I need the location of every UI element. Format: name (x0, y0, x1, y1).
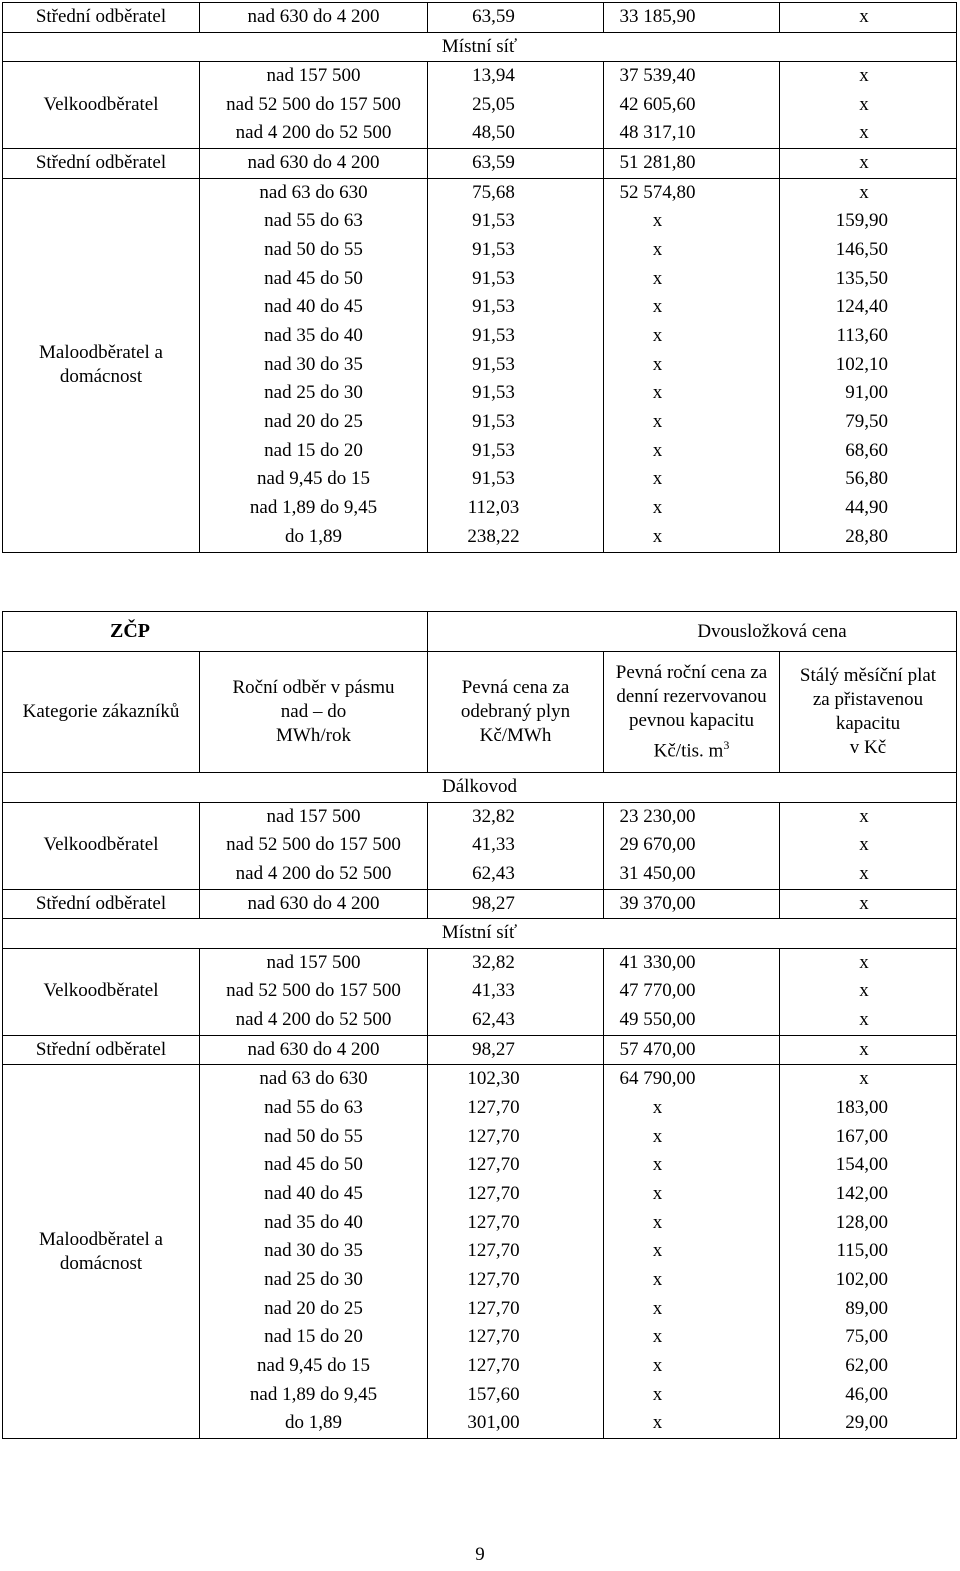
monthly-value: 62,00 (845, 1355, 888, 1376)
band-header-line: Roční odběr v pásmu (232, 677, 395, 698)
price-cell: 98,27 (428, 1035, 604, 1065)
monthly-header (780, 652, 957, 773)
capacity-value: x (652, 1240, 663, 1262)
price-value: 91,53 (472, 267, 515, 289)
two-part-price-header: Dvousložková cena (428, 612, 957, 652)
capacity-value: x (652, 296, 663, 318)
price-value: 301,00 (467, 1412, 520, 1434)
capacity-unit: Kč/tis. m (653, 740, 724, 762)
band-value: nad 63 do 630 (259, 1068, 368, 1090)
monthly-value: 89,00 (845, 1297, 888, 1319)
category-cell: Střední odběratel (3, 149, 200, 179)
capacity-value: x (652, 1355, 663, 1376)
monthly-value: 135,50 (835, 267, 888, 289)
monthly-value: x (859, 122, 869, 144)
capacity-value: x (652, 238, 663, 260)
band-value: nad 25 do 30 (264, 1268, 363, 1290)
monthly-value: x (859, 951, 869, 973)
band-value: do 1,89 (285, 1412, 342, 1434)
monthly-value: 29,00 (845, 1412, 888, 1434)
capacity-cells (604, 802, 780, 889)
price-value: 91,53 (472, 210, 515, 232)
monthly-header-line: Stálý měsíční plat (799, 665, 937, 686)
price-value: 91,53 (472, 382, 515, 404)
monthly-value: 142,00 (835, 1182, 888, 1204)
section-label: Dálkovod (3, 773, 957, 803)
band-value: nad 9,45 do 15 (257, 1355, 370, 1376)
price-value: 127,70 (467, 1125, 520, 1147)
band-header-line: MWh/rok (276, 725, 351, 746)
capacity-value: x (652, 1211, 663, 1233)
capacity-value: x (652, 1383, 663, 1405)
capacity-value: x (652, 1297, 663, 1319)
capacity-value: 64 790,00 (619, 1068, 696, 1090)
price-value: 112,03 (467, 497, 520, 519)
section-row (3, 773, 957, 803)
monthly-value: x (859, 862, 869, 884)
capacity-value: 42 605,60 (619, 93, 696, 115)
tariff-table-continued (2, 2, 957, 553)
monthly-cells (780, 178, 957, 552)
monthly-value: 56,80 (845, 468, 888, 490)
price-value: 41,33 (472, 980, 515, 1002)
monthly-value: 102,00 (835, 1268, 888, 1290)
capacity-value: 52 574,80 (619, 181, 696, 203)
capacity-value: x (652, 439, 663, 461)
capacity-value: 48 317,10 (619, 122, 696, 144)
column-header-row (3, 652, 957, 773)
capacity-header-line (604, 733, 779, 763)
band-value: nad 25 do 30 (264, 382, 363, 404)
monthly-value: 146,50 (835, 238, 888, 260)
band-value: nad 20 do 25 (264, 1297, 363, 1319)
capacity-value: 29 670,00 (619, 834, 696, 856)
capacity-value: 41 330,00 (619, 951, 696, 973)
capacity-value: x (652, 468, 663, 490)
price-value: 91,53 (472, 411, 515, 433)
capacity-value: x (652, 353, 663, 375)
monthly-value: 183,00 (835, 1096, 888, 1118)
monthly-cells (780, 62, 957, 149)
capacity-cell: 33 185,90 (604, 3, 780, 33)
monthly-value: 124,40 (835, 296, 888, 318)
price-cell: 63,59 (428, 149, 604, 179)
band-value: nad 40 do 45 (264, 296, 363, 318)
capacity-value: x (652, 1154, 663, 1176)
table-row (3, 1065, 957, 1439)
band-cell: nad 630 do 4 200 (200, 1035, 428, 1065)
monthly-value: 28,80 (845, 525, 888, 547)
header-row (3, 612, 957, 652)
price-value: 41,33 (472, 834, 515, 856)
band-header (200, 652, 428, 773)
monthly-value: 46,00 (845, 1383, 888, 1405)
price-value: 91,53 (472, 468, 515, 490)
price-value: 127,70 (467, 1240, 520, 1262)
price-value: 157,60 (467, 1383, 520, 1405)
region-title: ZČP (3, 612, 428, 652)
price-cell: 63,59 (428, 3, 604, 33)
band-value: nad 52 500 do 157 500 (226, 834, 401, 856)
price-header (428, 652, 604, 773)
monthly-value: 102,10 (835, 353, 888, 375)
price-value: 13,94 (472, 65, 515, 86)
band-cells (200, 1065, 428, 1439)
section-label: Místní síť (3, 919, 957, 949)
monthly-cells (780, 802, 957, 889)
capacity-value: x (652, 1125, 663, 1147)
capacity-value: x (652, 497, 663, 519)
band-value: nad 35 do 40 (264, 1211, 363, 1233)
monthly-value: x (859, 93, 869, 115)
price-cells (428, 948, 604, 1035)
band-value: nad 1,89 do 9,45 (249, 497, 378, 519)
price-value: 238,22 (467, 525, 520, 547)
monthly-value: x (859, 65, 869, 86)
monthly-header-line: v Kč (849, 737, 887, 758)
band-value: nad 55 do 63 (264, 1096, 363, 1118)
price-value: 127,70 (467, 1326, 520, 1348)
capacity-value: 31 450,00 (619, 862, 696, 884)
band-value: nad 20 do 25 (264, 411, 363, 433)
band-cell: nad 630 do 4 200 (200, 149, 428, 179)
price-value: 75,68 (472, 181, 515, 203)
monthly-cell: x (780, 1035, 957, 1065)
section-label: Místní síť (3, 32, 957, 62)
category-cell: Maloodběratel a domácnost (3, 178, 200, 552)
capacity-value: 23 230,00 (619, 805, 696, 827)
capacity-value: x (652, 382, 663, 404)
table-row (3, 62, 957, 149)
monthly-value: x (859, 980, 869, 1002)
monthly-cell: x (780, 3, 957, 33)
band-cells (200, 178, 428, 552)
price-cell: 98,27 (428, 889, 604, 919)
monthly-header-line: za přistavenou (812, 689, 924, 710)
table-row (3, 889, 957, 919)
monthly-value: 79,50 (845, 411, 888, 433)
band-value: nad 50 do 55 (264, 238, 363, 260)
capacity-value: 49 550,00 (619, 1008, 696, 1030)
price-value: 25,05 (472, 93, 515, 115)
price-value: 62,43 (472, 1008, 515, 1030)
capacity-cell: 57 470,00 (604, 1035, 780, 1065)
price-value: 127,70 (467, 1297, 520, 1319)
category-cell: Maloodběratel a domácnost (3, 1065, 200, 1439)
monthly-value: 68,60 (845, 439, 888, 461)
price-header-line: Kč/MWh (479, 725, 552, 746)
capacity-value: x (652, 1412, 663, 1434)
category-cell: Velkoodběratel (3, 948, 200, 1035)
category-header: Kategorie zákazníků (3, 652, 200, 773)
table-row (3, 802, 957, 889)
capacity-header-line: denní rezervovanou (616, 685, 767, 707)
price-value: 32,82 (472, 951, 515, 973)
capacity-value: x (652, 325, 663, 346)
capacity-header-line: pevnou kapacitu (628, 709, 755, 731)
monthly-value: 159,90 (835, 210, 888, 232)
price-cells (428, 1065, 604, 1439)
monthly-cell: x (780, 889, 957, 919)
band-header-line: nad – do (280, 701, 347, 722)
price-value: 91,53 (472, 296, 515, 318)
band-cell: nad 630 do 4 200 (200, 889, 428, 919)
band-value: nad 4 200 do 52 500 (235, 122, 392, 144)
band-cells (200, 802, 428, 889)
capacity-cells (604, 1065, 780, 1439)
monthly-header-line: kapacitu (835, 713, 901, 734)
category-cell: Velkoodběratel (3, 802, 200, 889)
capacity-value: x (652, 525, 663, 547)
monthly-value: 167,00 (835, 1125, 888, 1147)
band-cell: nad 630 do 4 200 (200, 3, 428, 33)
price-value: 127,70 (467, 1211, 520, 1233)
capacity-value: x (652, 1326, 663, 1348)
band-value: nad 63 do 630 (259, 181, 368, 203)
band-value: nad 9,45 do 15 (257, 468, 370, 490)
monthly-value: x (859, 181, 869, 203)
capacity-header-line: Pevná roční cena za (615, 661, 768, 683)
capacity-value: x (652, 1182, 663, 1204)
section-row (3, 32, 957, 62)
capacity-value: x (652, 1096, 663, 1118)
table-row (3, 948, 957, 1035)
band-value: nad 157 500 (266, 805, 361, 827)
band-value: do 1,89 (285, 525, 342, 547)
band-value: nad 55 do 63 (264, 210, 363, 232)
category-cell: Střední odběratel (3, 1035, 200, 1065)
monthly-value: 128,00 (835, 1211, 888, 1233)
band-value: nad 45 do 50 (264, 267, 363, 289)
price-value: 127,70 (467, 1355, 520, 1376)
capacity-cell: 39 370,00 (604, 889, 780, 919)
band-value: nad 157 500 (266, 65, 361, 86)
price-value: 91,53 (472, 238, 515, 260)
price-value: 127,70 (467, 1182, 520, 1204)
band-value: nad 30 do 35 (264, 353, 363, 375)
monthly-value: 113,60 (836, 325, 888, 346)
monthly-cell: x (780, 149, 957, 179)
table-row (3, 3, 957, 33)
band-value: nad 52 500 do 157 500 (226, 980, 401, 1002)
price-header-line: Pevná cena za (461, 677, 570, 698)
price-cells (428, 62, 604, 149)
price-value: 32,82 (472, 805, 515, 827)
capacity-unit-exponent: 3 (723, 737, 730, 752)
capacity-cells (604, 62, 780, 149)
price-value: 102,30 (467, 1068, 520, 1090)
capacity-value: x (652, 210, 663, 232)
tariff-table-zcp (2, 611, 957, 1439)
table-row (3, 1035, 957, 1065)
price-header-line: odebraný plyn (460, 701, 571, 722)
price-cells (428, 178, 604, 552)
price-value: 62,43 (472, 862, 515, 884)
monthly-value: x (859, 834, 869, 856)
price-cells (428, 802, 604, 889)
band-cells (200, 948, 428, 1035)
band-value: nad 4 200 do 52 500 (235, 1008, 392, 1030)
monthly-value: x (859, 1068, 869, 1090)
band-value: nad 50 do 55 (264, 1125, 363, 1147)
band-value: nad 4 200 do 52 500 (235, 862, 392, 884)
capacity-cells (604, 948, 780, 1035)
band-cells (200, 62, 428, 149)
capacity-cell: 51 281,80 (604, 149, 780, 179)
capacity-value: x (652, 1268, 663, 1290)
monthly-value: 91,00 (845, 382, 888, 404)
band-value: nad 35 do 40 (264, 325, 363, 346)
price-value: 91,53 (472, 439, 515, 461)
monthly-value: 44,90 (845, 497, 888, 519)
band-value: nad 40 do 45 (264, 1182, 363, 1204)
band-value: nad 15 do 20 (264, 1326, 363, 1348)
capacity-value: x (652, 267, 663, 289)
monthly-value: 154,00 (835, 1154, 888, 1176)
monthly-value: x (859, 1008, 869, 1030)
price-value: 48,50 (472, 122, 515, 144)
price-value: 91,53 (472, 353, 515, 375)
monthly-value: 115,00 (836, 1240, 888, 1262)
category-cell: Střední odběratel (3, 889, 200, 919)
band-value: nad 15 do 20 (264, 439, 363, 461)
price-value: 127,70 (467, 1096, 520, 1118)
price-value: 127,70 (467, 1154, 520, 1176)
category-cell: Střední odběratel (3, 3, 200, 33)
table-row (3, 178, 957, 552)
page-number: 9 (475, 1544, 485, 1565)
capacity-value: 37 539,40 (619, 65, 696, 86)
band-value: nad 157 500 (266, 951, 361, 973)
price-value: 127,70 (467, 1268, 520, 1290)
capacity-value: x (652, 411, 663, 433)
table-row (3, 149, 957, 179)
monthly-value: 75,00 (845, 1326, 888, 1348)
monthly-cells (780, 948, 957, 1035)
section-row (3, 919, 957, 949)
band-value: nad 52 500 do 157 500 (226, 93, 401, 115)
capacity-value: 47 770,00 (619, 980, 696, 1002)
capacity-header (604, 652, 780, 773)
band-value: nad 30 do 35 (264, 1240, 363, 1262)
price-value: 91,53 (472, 325, 515, 346)
capacity-cells (604, 178, 780, 552)
band-value: nad 45 do 50 (264, 1154, 363, 1176)
category-cell: Velkoodběratel (3, 62, 200, 149)
monthly-value: x (859, 805, 869, 827)
monthly-cells (780, 1065, 957, 1439)
band-value: nad 1,89 do 9,45 (249, 1383, 378, 1405)
